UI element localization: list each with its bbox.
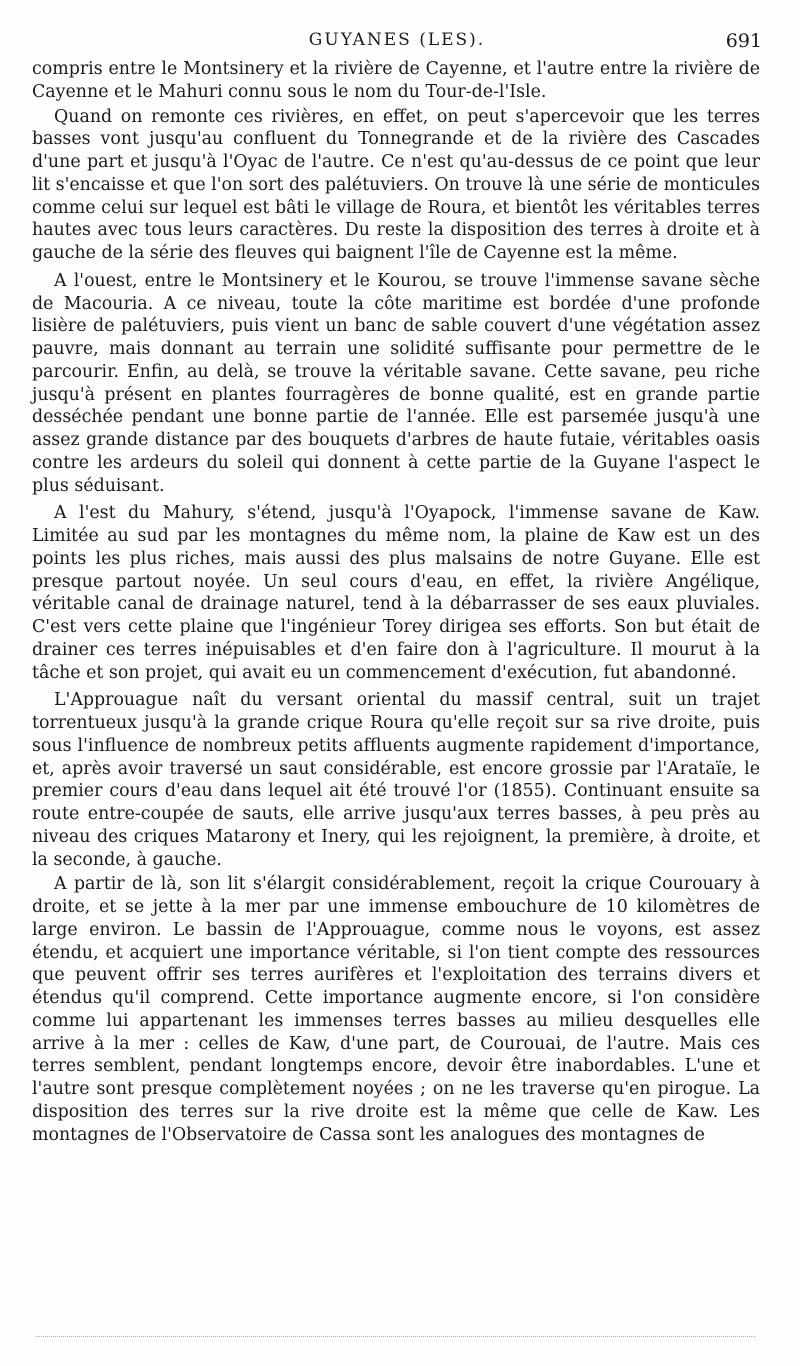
paragraph: A l'ouest, entre le Montsinery et le Kourou, se trouve l'immense savane sèche de Macouria. A ce niveau, toute la côte maritime est bordée d'une profonde lisière de palétuviers, puis vient un banc de sable couvert d'une végétation assez pauvre, mais donnant au terrain une solidité suffisante pour permettre de le parcourir. Enfin, au delà, se trouve la véritable savane. Cette savane, peu riche jusqu'à présent en plantes fourragères de bonne qualité, est en grande partie desséchée pendant une bonne partie de l'année. Elle est parsemée jusqu'à une assez grande distance par des bouquets d'arbres de haute futaie, véritables oasis contre les ardeurs du soleil qui donnent à cette partie de la Guyane l'aspect le plus séduisant. [32,270,760,496]
page-header [32,30,762,54]
paragraph: A l'est du Mahury, s'étend, jusqu'à l'Oyapock, l'immense savane de Kaw. Limitée au sud par les montagnes du même nom, la plaine de Kaw est un des points les plus riches, mais aussi des plus malsains de notre Guyane. Elle est presque partout noyée. Un seul cours d'eau, en effet, la rivière Angélique, véritable canal de drainage naturel, tend à la débarrasser de ses eaux pluviales. C'est vers cette plaine que l'ingénieur Torey dirigea ses efforts. Son but était de drainer ces terres inépuisables et d'en faire don à l'agriculture. Il mourut à la tâche et son projet, qui avait eu un commencement d'exécution, fut abandonné. [32,503,760,683]
paragraph: A partir de là, son lit s'élargit considérablement, reçoit la crique Courouary à droite, et se jette à la mer par une immense embouchure de 10 kilomètres de large environ. Le bassin de l'Approuague, comme nous le voyons, est assez étendu, et acquiert une importance véritable, si l'on tient compte des ressources que peuvent offrir ses terres aurifères et l'exploitation des terrains divers et étendus qu'il comprend. Cette importance augmente encore, si l'on considère comme lui appartenant les immenses terres basses au milieu desquelles elle arrive à la mer : celles de Kaw, d'une part, de Courouai, de l'autre. Mais ces terres semblent, pendant longtemps encore, devoir être inabordables. L'une et l'autre sont presque complètement noyées ; on ne les traverse qu'en pirogue. La disposition des terres sur la rive droite est la même que celle de Kaw. Les montagnes de l'Observatoire de Cassa sont les analogues des montagnes de [32,874,760,1145]
paragraph: L'Approuague naît du versant oriental du massif central, suit un trajet torrentueux jusqu'à la grande crique Roura qu'elle reçoit sur sa rive droite, puis sous l'influence de nombreux petits affluents augmente rapidement d'importance, et, après avoir traversé un saut considérable, est encore grossie par l'Arataïe, le premier cours d'eau dans lequel ait été trouvé l'or (1855). Continuant ensuite sa route entre-coupée de sauts, elle arrive jusqu'aux terres basses, à peu près au niveau des criques Matarony et Inery, qui les rejoignent, la première, à droite, et la seconde, à gauche. [32,690,760,870]
bleed-through-line [36,1336,756,1338]
body-text [32,58,760,1146]
paragraph: compris entre le Montsinery et la rivière de Cayenne, et l'autre entre la rivière de Cayenne et le Mahuri connu sous le nom du Tour-de-l'Isle. [32,59,760,102]
running-title: GUYANES (LES). [308,30,486,50]
paragraph: Quand on remonte ces rivières, en effet, on peut s'apercevoir que les terres basses vont jusqu'au confluent du Tonnegrande et de la rivière des Cascades d'une part et jusqu'à l'Oyac de l'autre. Ce n'est qu'au-dessus de ce point que leur lit s'encaisse et que l'on sort des palétuviers. On trouve là une série de monticules comme celui sur lequel est bâti le village de Roura, et bientôt les véritables terres hautes avec tous leurs caractères. Du reste la disposition des terres à droite et à gauche de la série des fleuves qui baignent l'île de Cayenne est la même. [32,106,760,263]
page-number: 691 [725,30,762,52]
